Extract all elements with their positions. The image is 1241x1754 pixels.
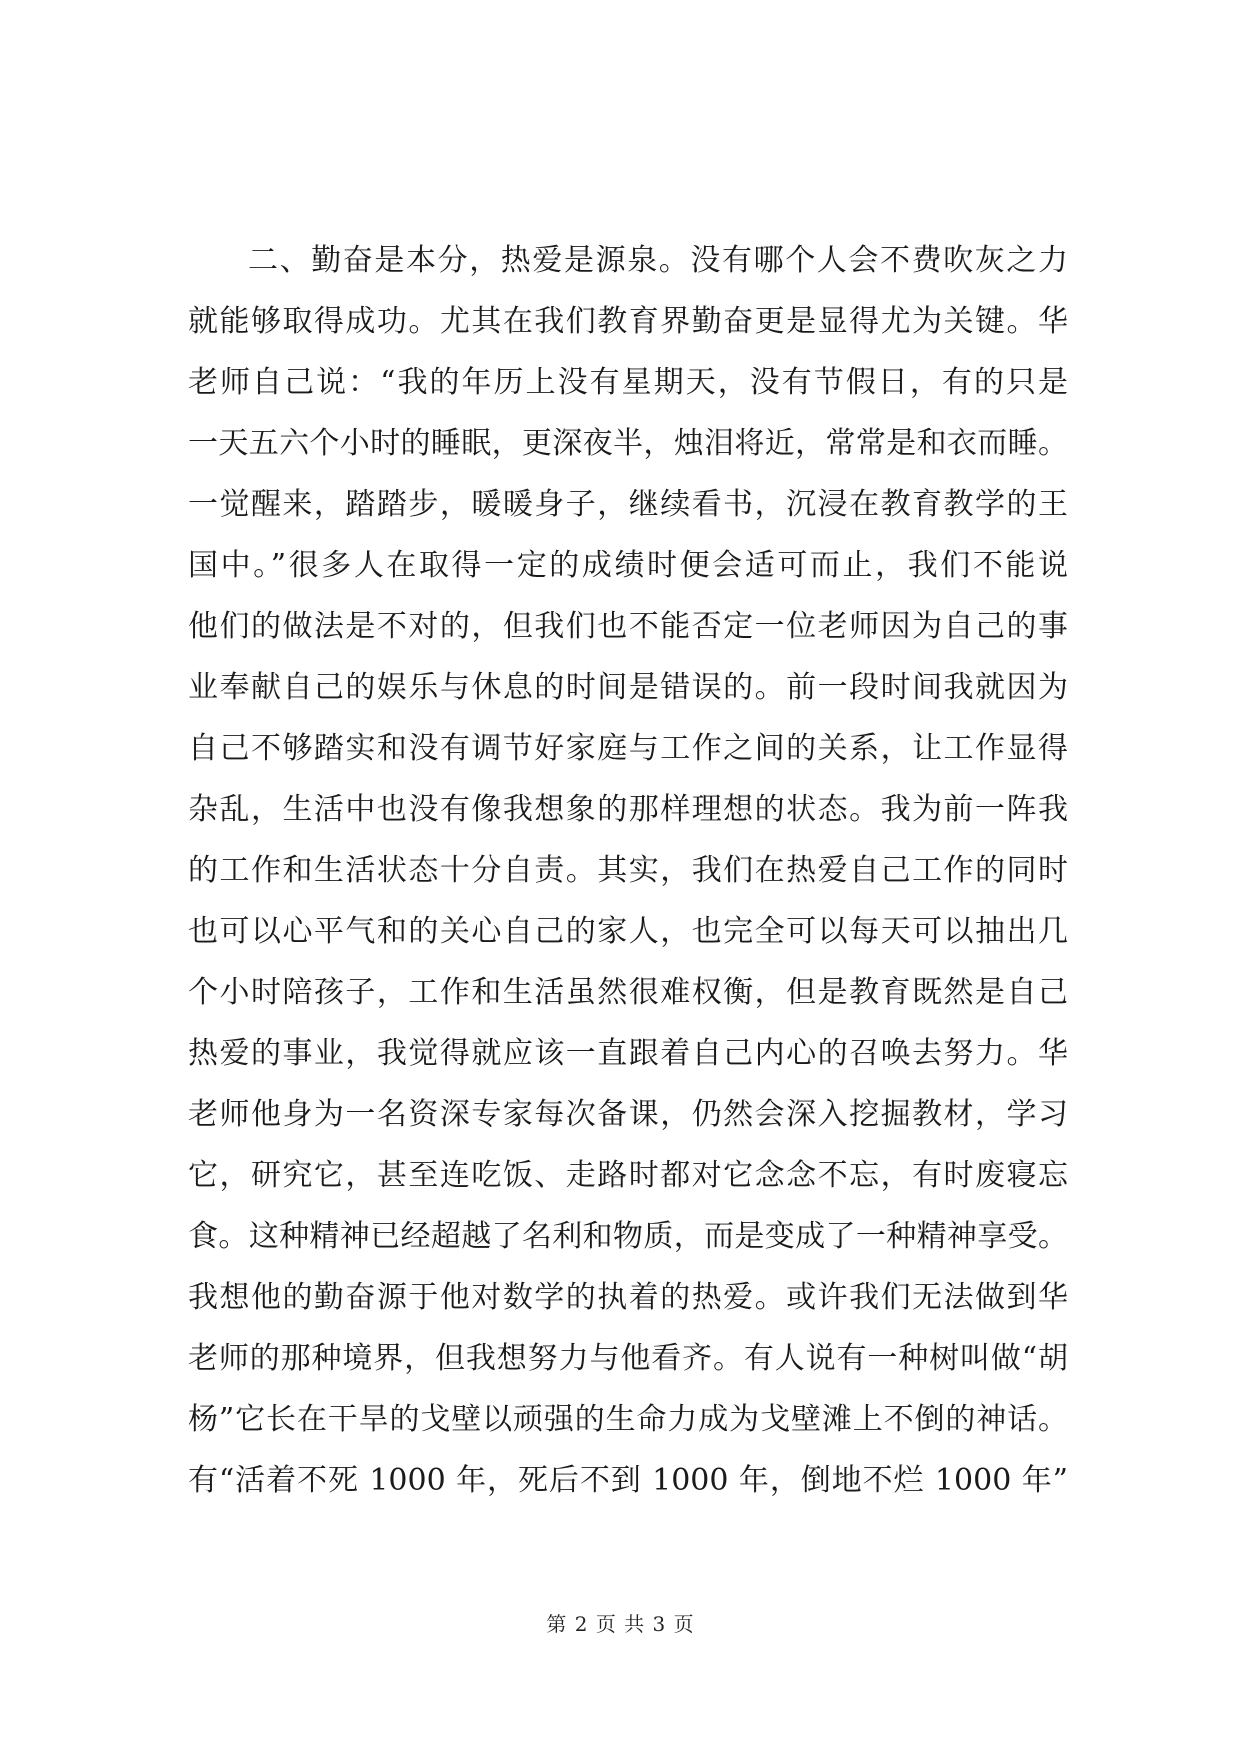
text-line: 食。这种精神已经超越了名利和物质，而是变成了一种精神享受。 (188, 1219, 1068, 1254)
text-line: 杂乱，生活中也没有像我想象的那样理想的状态。我为前一阵我 (188, 792, 1068, 827)
text-line: 也可以心平气和的关心自己的家人，也完全可以每天可以抽出几 (188, 914, 1068, 949)
text-line: 我想他的勤奋源于他对数学的执着的热爱。或许我们无法做到华 (188, 1280, 1068, 1315)
text-line: 杨”它长在干旱的戈壁以顽强的生命力成为戈壁滩上不倒的神话。 (188, 1402, 1068, 1437)
text-line: 个小时陪孩子，工作和生活虽然很难权衡，但是教育既然是自己 (188, 975, 1068, 1010)
text-line: 老师的那种境界，但我想努力与他看齐。有人说有一种树叫做“胡 (188, 1341, 1068, 1376)
text-line: 老师自己说：“我的年历上没有星期天，没有节假日，有的只是 (188, 365, 1068, 400)
text-line: 自己不够踏实和没有调节好家庭与工作之间的关系，让工作显得 (188, 731, 1068, 766)
text-line: 二、勤奋是本分，热爱是源泉。没有哪个人会不费吹灰之力 (248, 243, 1068, 278)
text-line: 业奉献自己的娱乐与休息的时间是错误的。前一段时间我就因为 (188, 670, 1068, 705)
text-line: 一天五六个小时的睡眠，更深夜半，烛泪将近，常常是和衣而睡。 (188, 426, 1068, 461)
text-line: 老师他身为一名资深专家每次备课，仍然会深入挖掘教材，学习 (188, 1097, 1068, 1132)
body-paragraph (188, 230, 1068, 1511)
text-line: 它，研究它，甚至连吃饭、走路时都对它念念不忘，有时废寝忘 (188, 1158, 1068, 1193)
page-number-footer: 第 2 页 共 3 页 (546, 1612, 695, 1636)
text-line: 的工作和生活状态十分自责。其实，我们在热爱自己工作的同时 (188, 853, 1068, 888)
text-line: 国中。”很多人在取得一定的成绩时便会适可而止，我们不能说 (188, 548, 1068, 583)
text-line: 他们的做法是不对的，但我们也不能否定一位老师因为自己的事 (188, 609, 1068, 644)
text-line: 一觉醒来，踏踏步，暖暖身子，继续看书，沉浸在教育教学的王 (188, 487, 1068, 522)
text-line: 热爱的事业，我觉得就应该一直跟着自己内心的召唤去努力。华 (188, 1036, 1068, 1071)
text-line: 就能够取得成功。尤其在我们教育界勤奋更是显得尤为关键。华 (188, 304, 1068, 339)
text-line: 有“活着不死 1000 年，死后不到 1000 年，倒地不烂 1000 年” (188, 1463, 1068, 1498)
